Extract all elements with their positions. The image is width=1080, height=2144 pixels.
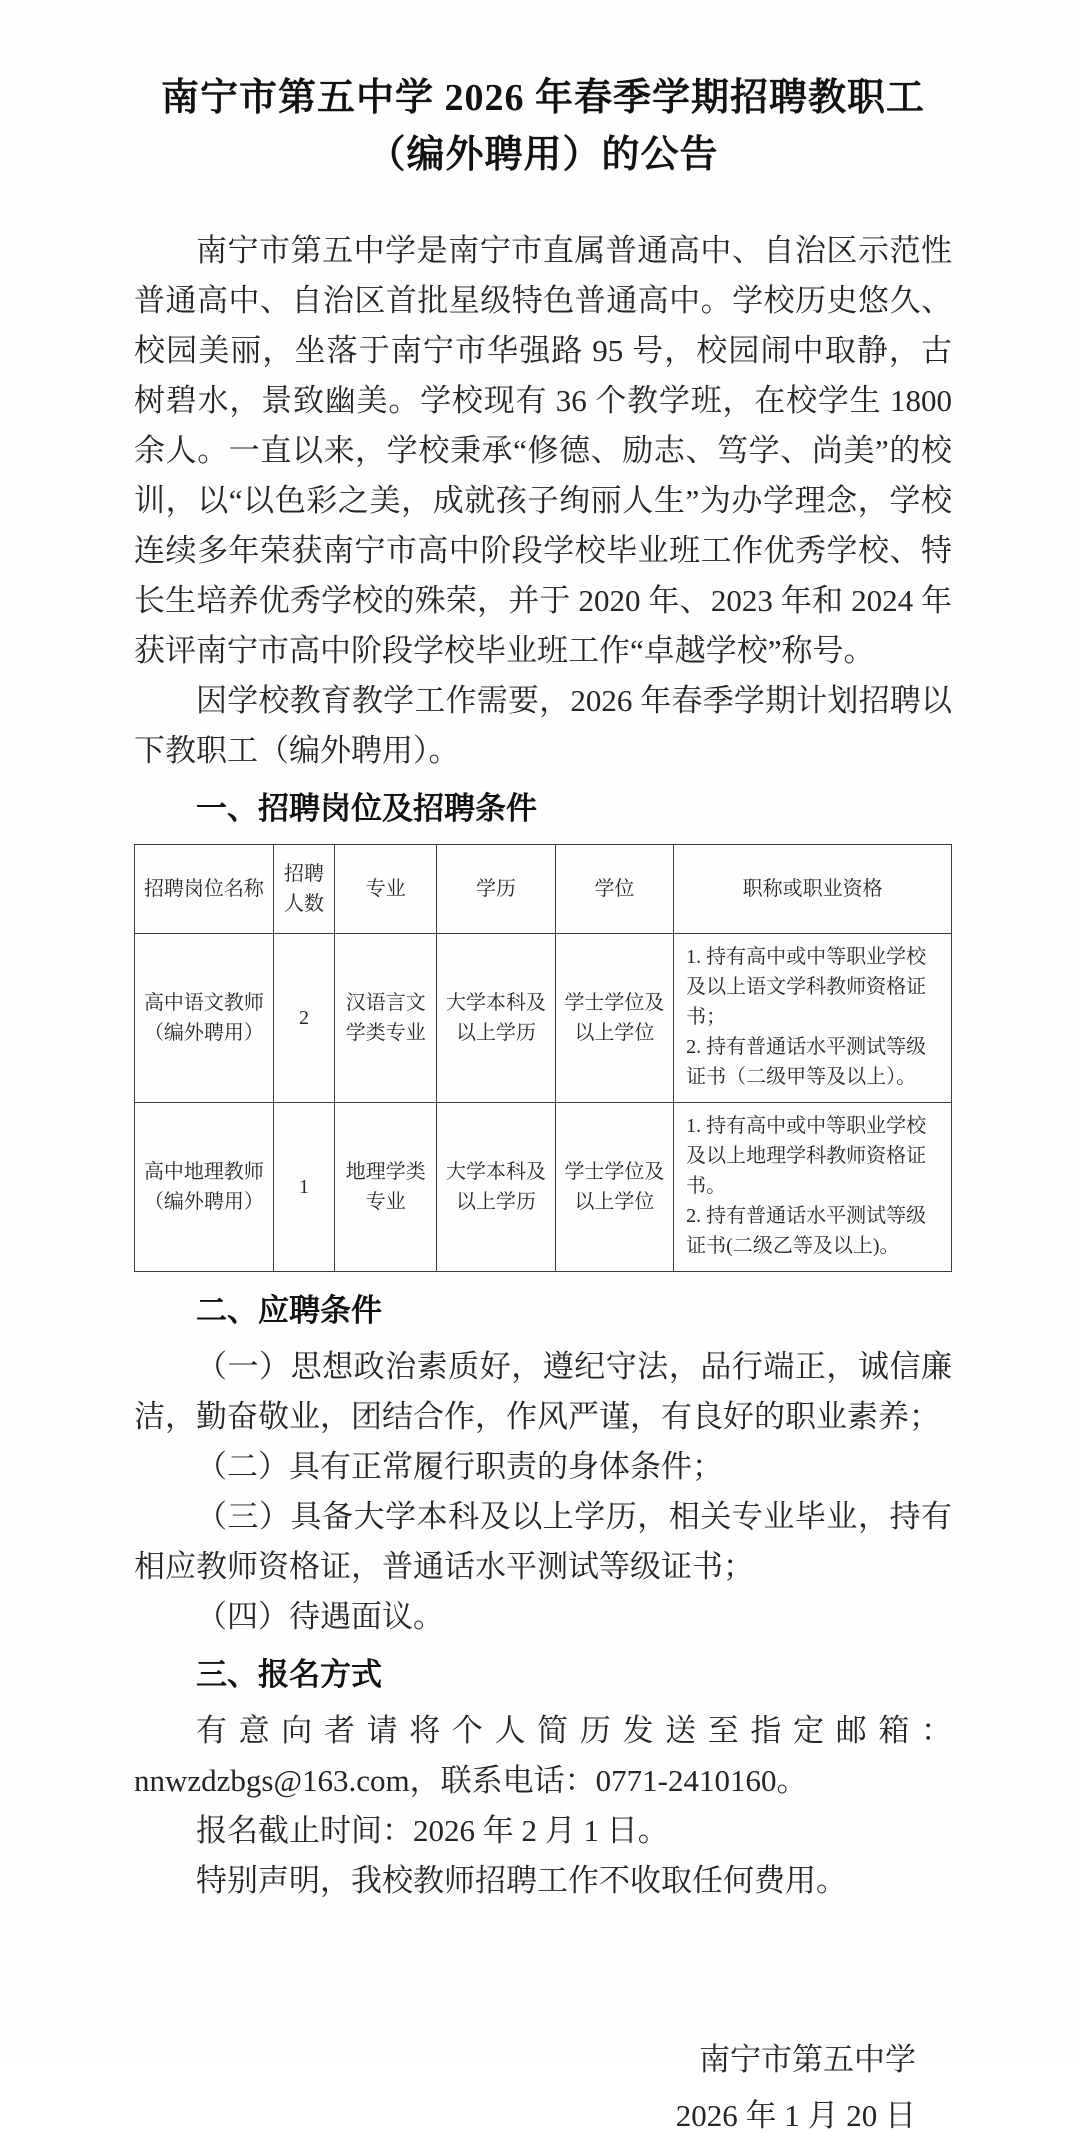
column-header-major: 专业 [335, 845, 437, 934]
column-header-position: 招聘岗位名称 [135, 845, 274, 934]
document-title [134, 70, 952, 184]
position-suffix: （编外聘用） [143, 1191, 264, 1213]
cell-count: 1 [273, 1103, 334, 1272]
qualification-item-2: 2. 持有普通话水平测试等级证书（二级甲等及以上）。 [686, 1036, 927, 1088]
table-row-chinese-teacher [135, 934, 952, 1103]
column-header-education: 学历 [437, 845, 555, 934]
column-header-count: 招聘人数 [273, 845, 334, 934]
apply-paragraph-email: 有意向者请将个人简历发送至指定邮箱：nnwzdzbgs@163.com，联系电话：0771-2410160。 [134, 1713, 952, 1798]
requirement-item-1: （一）思想政治素质好，遵纪守法，品行端正，诚信廉洁，勤奋敬业，团结合作，作风严谨，有良好的职业素养； [134, 1349, 952, 1434]
position-name: 高中地理教师 [143, 1161, 264, 1183]
cell-major: 地理学类专业 [335, 1103, 437, 1272]
document-title-line1: 南宁市第五中学 2026 年春季学期招聘教职工 [160, 77, 925, 119]
cell-education: 大学本科及以上学历 [437, 934, 555, 1103]
intro-paragraph-1: 南宁市第五中学是南宁市直属普通高中、自治区示范性普通高中、自治区首批星级特色普通高中。学校历史悠久、校园美丽，坐落于南宁市华强路 95 号，校园闹中取静，古树碧水，景致幽美。学校现有 36 个教学班，在校学生 1800 余人。一直以来，学校秉承“修德、励志、笃学、尚美”的校训，以“以色彩之美，成就孩子绚丽人生”为办学理念，学校连续多年荣获南宁市高中阶段学校毕业班工作优秀学校、特长生培养优秀学校的殊荣，并于 2020 年、2023 年和 2024 年获评南宁市高中阶段学校毕业班工作“卓越学校”称号。 [134, 233, 952, 668]
position-suffix: （编外聘用） [143, 1022, 264, 1044]
signature-date: 2026 年 1 月 20 日 [675, 2098, 916, 2133]
intro-paragraph-2: 因学校教育教学工作需要，2026 年春季学期计划招聘以下教职工（编外聘用）。 [134, 683, 952, 768]
signature-block [134, 2032, 952, 2144]
table-header-row [135, 845, 952, 934]
cell-degree: 学士学位及以上学位 [555, 934, 673, 1103]
section-heading-requirements: 二、应聘条件 [196, 1293, 382, 1328]
position-name: 高中语文教师 [143, 992, 264, 1014]
apply-paragraph-disclaimer: 特别声明，我校教师招聘工作不收取任何费用。 [196, 1863, 847, 1898]
positions-table [134, 844, 952, 1272]
column-header-qualification: 职称或职业资格 [674, 845, 952, 934]
cell-education: 大学本科及以上学历 [437, 1103, 555, 1272]
cell-position [135, 934, 274, 1103]
apply-paragraph-deadline: 报名截止时间：2026 年 2 月 1 日。 [196, 1813, 669, 1848]
requirement-item-4: （四）待遇面议。 [196, 1599, 444, 1634]
cell-degree: 学士学位及以上学位 [555, 1103, 673, 1272]
column-header-degree: 学位 [555, 845, 673, 934]
section-heading-apply: 三、报名方式 [196, 1657, 382, 1692]
cell-qualification [674, 934, 952, 1103]
qualification-item-1: 1. 持有高中或中等职业学校及以上语文学科教师资格证书； [686, 946, 927, 1028]
document-title-line2: （编外聘用）的公告 [367, 134, 719, 176]
cell-major: 汉语言文学类专业 [335, 934, 437, 1103]
section-heading-positions: 一、招聘岗位及招聘条件 [196, 791, 537, 826]
cell-qualification [674, 1103, 952, 1272]
cell-position [135, 1103, 274, 1272]
qualification-item-2: 2. 持有普通话水平测试等级证书(二级乙等及以上)。 [686, 1205, 927, 1257]
signature-organization: 南宁市第五中学 [699, 2042, 916, 2077]
table-row-geography-teacher [135, 1103, 952, 1272]
qualification-item-1: 1. 持有高中或中等职业学校及以上地理学科教师资格证书。 [686, 1115, 927, 1197]
requirement-item-2: （二）具有正常履行职责的身体条件； [196, 1449, 723, 1484]
cell-count: 2 [273, 934, 334, 1103]
requirement-item-3: （三）具备大学本科及以上学历，相关专业毕业，持有相应教师资格证，普通话水平测试等级证书； [134, 1499, 952, 1584]
